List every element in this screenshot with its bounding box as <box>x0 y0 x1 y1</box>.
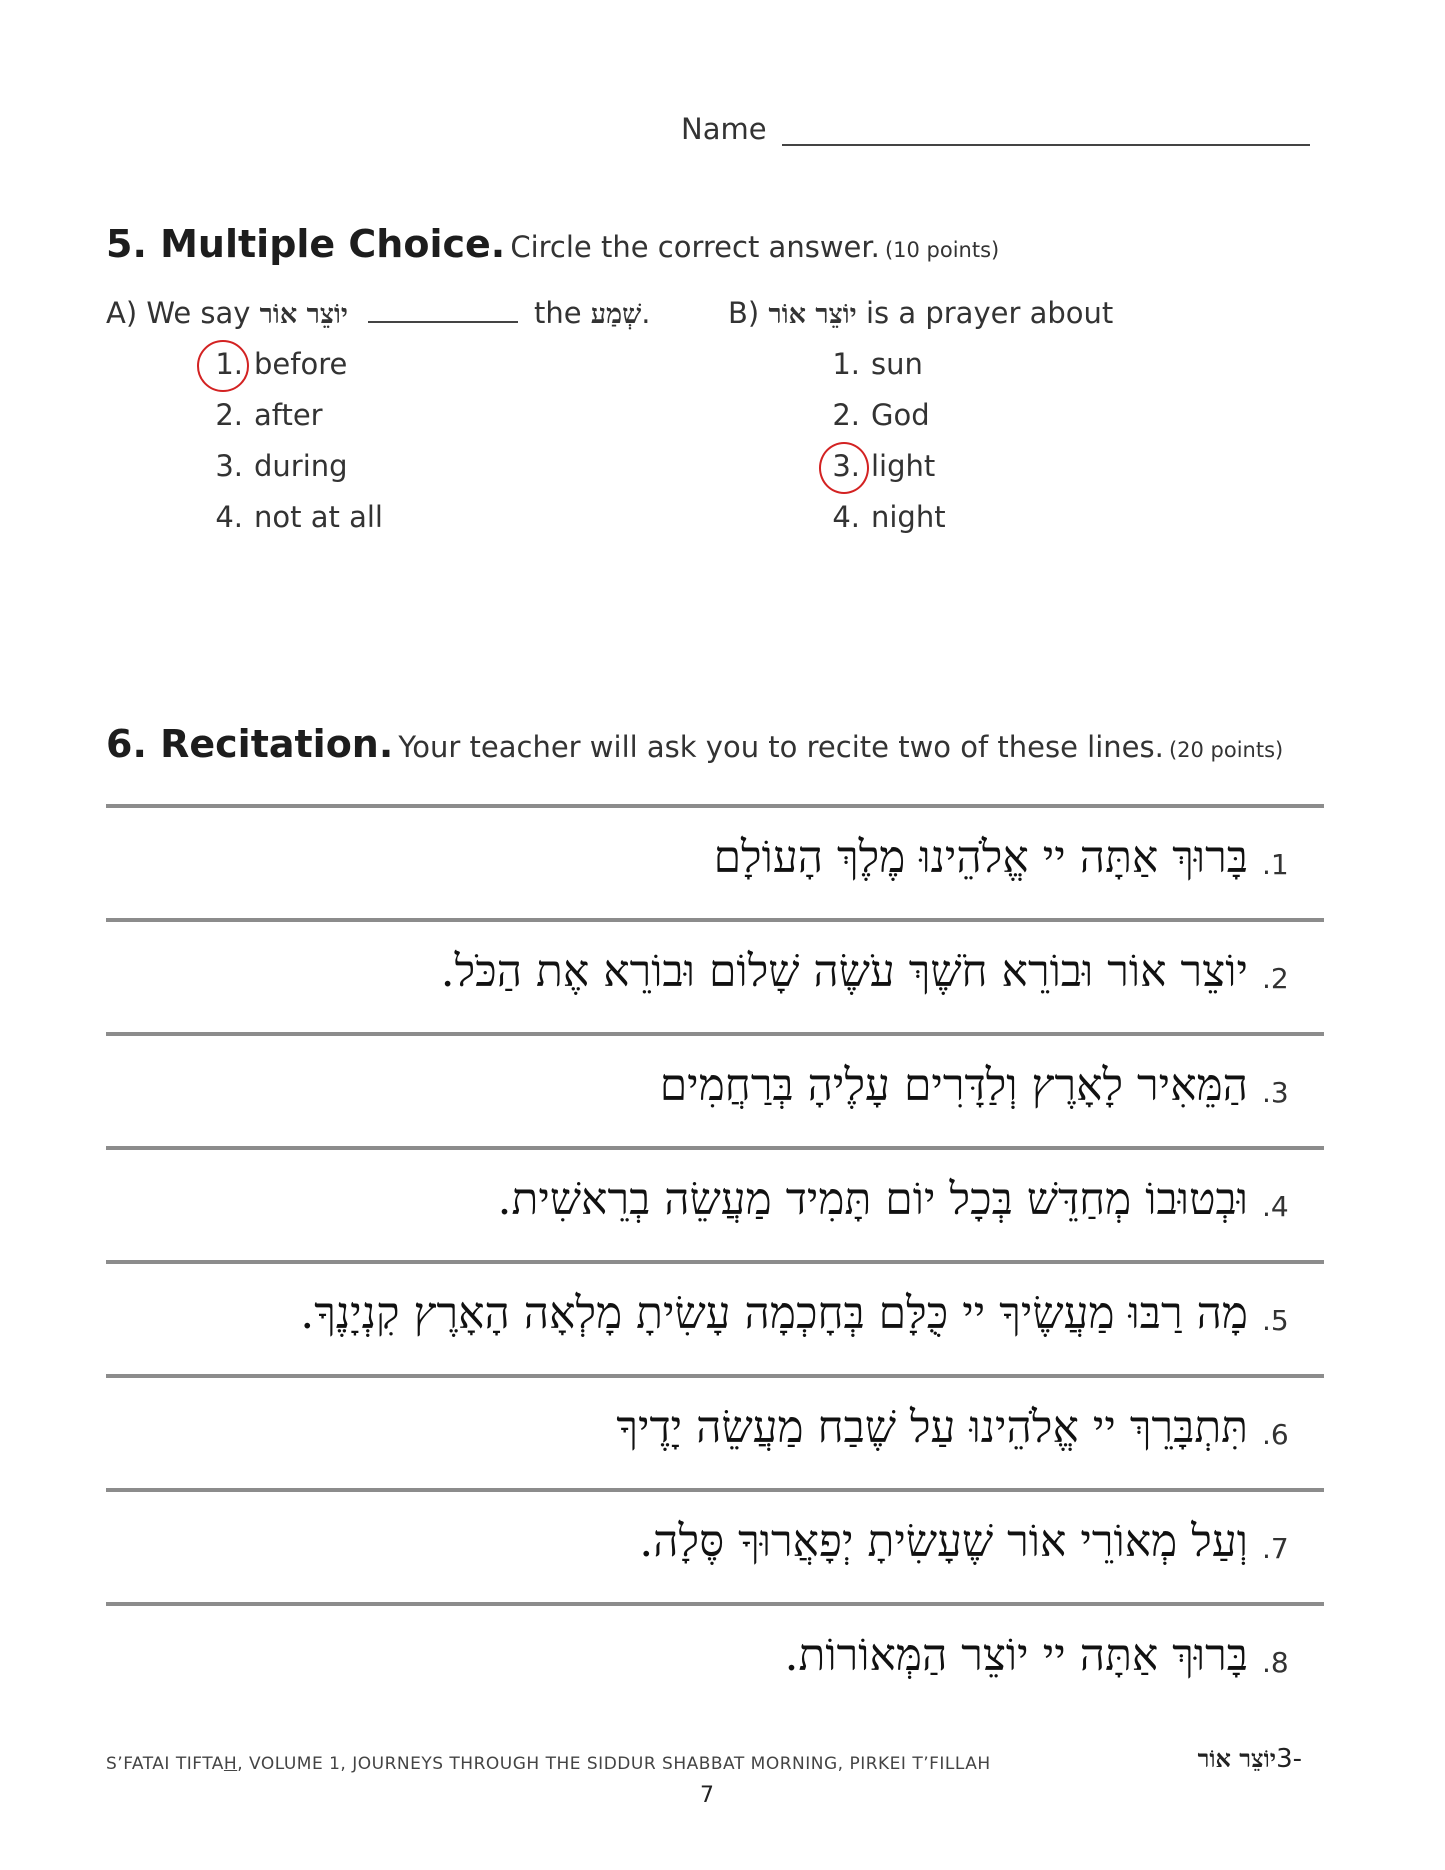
recitation-number-3: .3 <box>1262 1076 1289 1109</box>
question-b-hebrew-term: יוֹצֵר אוֹר <box>768 299 857 330</box>
section-6-heading <box>106 722 1283 766</box>
recitation-number-8: .8 <box>1262 1646 1289 1679</box>
question-a-option-2[interactable]: 2. after <box>215 398 323 432</box>
page-number: 7 <box>700 1783 714 1808</box>
footer-unit-hebrew: יוֹצֵר אוֹר <box>1197 1744 1277 1773</box>
section-5-heading <box>106 222 999 266</box>
divider-rule <box>106 804 1324 808</box>
question-b-option-2[interactable]: 2. God <box>832 398 930 432</box>
question-b-suffix: is a prayer about <box>865 296 1114 330</box>
recitation-line-7: וְעַל מְאוֹרֵי אוֹר שֶׁעָשִׂיתָ יְפָאֲרוּךָ סֶּלָה. <box>639 1516 1248 1567</box>
recitation-number-6: .6 <box>1262 1418 1289 1451</box>
question-a-option-1[interactable]: 1. before <box>215 347 348 381</box>
question-b-label: B) <box>728 296 760 330</box>
recitation-number-1: .1 <box>1262 848 1289 881</box>
recitation-line-5: מָה רַבּוּ מַעֲשֶׂיךָ יי כֻּלָּם בְּחָכְמָה עָשִׂיתָ מָלְאָה הָאָרֶץ קִנְיָנֶךָ. <box>300 1288 1248 1339</box>
question-a-option-4[interactable]: 4. not at all <box>215 500 383 534</box>
recitation-line-4: וּבְטוּבוֹ מְחַדֵּשׁ בְּכָל יוֹם תָּמִיד מַעֲשֵׂה בְרֵאשִׁית. <box>497 1174 1248 1225</box>
question-b-stem <box>728 296 1113 330</box>
question-a-stem <box>106 296 650 330</box>
footer-unit-label <box>1198 1744 1302 1774</box>
name-label: Name <box>681 112 767 146</box>
recitation-line-2: יוֹצֵר אוֹר וּבוֹרֵא חֹשֶׁךְ עֹשֶׂה שָׁלוֹם וּבוֹרֵא אֶת הַכֹּל. <box>440 946 1248 997</box>
question-a-middle: the <box>533 296 582 330</box>
recitation-line-3: הַמֵּאִיר לָאָרֶץ וְלַדָּרִים עָלֶיהָ בְּרַחֲמִים <box>659 1060 1248 1111</box>
divider-rule <box>106 918 1324 922</box>
section-6-instruction: Your teacher will ask you to recite two of these lines. <box>398 730 1164 764</box>
question-a-label: A) <box>106 296 138 330</box>
footer-unit-number: 3- <box>1276 1744 1302 1774</box>
name-input-line[interactable] <box>782 144 1310 146</box>
section-5-points: (10 points) <box>884 238 1000 262</box>
divider-rule <box>106 1146 1324 1150</box>
question-a-end: . <box>641 296 651 330</box>
question-a-option-3[interactable]: 3. during <box>215 449 348 483</box>
answer-circle-a <box>197 340 249 392</box>
question-a-hebrew-term: יוֹצֵר אוֹר <box>259 299 348 330</box>
question-b-option-4[interactable]: 4. night <box>832 500 946 534</box>
section-5-instruction: Circle the correct answer. <box>510 230 880 264</box>
question-a-hebrew-object: שְׁמַע <box>590 299 642 330</box>
recitation-number-5: .5 <box>1262 1304 1289 1337</box>
section-6-points: (20 points) <box>1168 738 1284 762</box>
recitation-line-8: בָּרוּךְ אַתָּה יי יוֹצֵר הַמְּאוֹרוֹת. <box>784 1630 1248 1681</box>
recitation-number-7: .7 <box>1262 1532 1289 1565</box>
divider-rule <box>106 1032 1324 1036</box>
answer-circle-b <box>819 442 869 494</box>
recitation-line-6: תִּתְבָּרֵךְ יי אֱלֹהֵינוּ עַל שֶׁבַח מַעֲשֵׂה יָדֶיךָ <box>616 1402 1248 1453</box>
footer-book-title: S’FATAI TIFTAH, VOLUME 1, JOURNEYS THROUGH THE SIDDUR SHABBAT MORNING, PIRKEI T’FILLAH <box>106 1754 991 1774</box>
divider-rule <box>106 1602 1324 1606</box>
question-b-option-1[interactable]: 1. sun <box>832 347 923 381</box>
answer-blank[interactable] <box>368 299 518 323</box>
question-a-prefix: We say <box>146 296 251 330</box>
recitation-number-4: .4 <box>1262 1190 1289 1223</box>
section-6-title: 6. Recitation. <box>106 722 394 766</box>
divider-rule <box>106 1488 1324 1492</box>
recitation-number-2: .2 <box>1262 962 1289 995</box>
question-b-option-3[interactable]: 3. light <box>832 449 936 483</box>
section-5-title: 5. Multiple Choice. <box>106 222 506 266</box>
recitation-line-1: בָּרוּךְ אַתָּה יי אֱלֹהֵינוּ מֶלֶךְ הָעוֹלָם <box>713 832 1248 883</box>
divider-rule <box>106 1374 1324 1378</box>
divider-rule <box>106 1260 1324 1264</box>
